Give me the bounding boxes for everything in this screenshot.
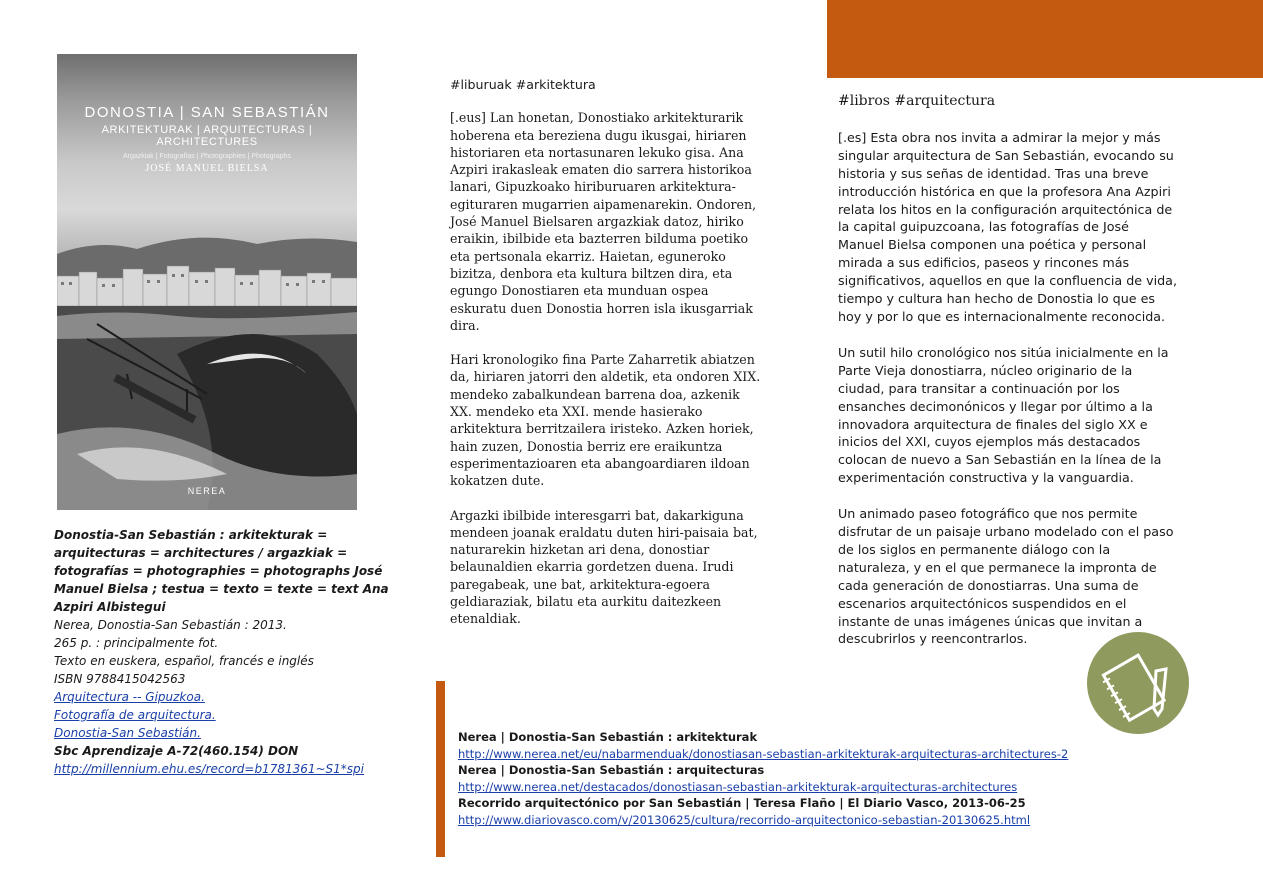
cover-author: JOSÉ MANUEL BIELSA — [145, 163, 269, 174]
text-line: Parte Vieja donostiarra, núcleo originario de la — [838, 362, 1133, 378]
bibliographic-record — [54, 526, 409, 778]
source-link[interactable]: http://www.nerea.net/eu/nabarmenduak/donostiasan-sebastian-arkitekturak-arquitecturas-architectures-2 — [458, 746, 1069, 761]
record-title-line: fotografías = photographies = photographs José — [54, 564, 383, 578]
text-line: hain zuzen, Donostia berriz ere eraikuntza — [450, 438, 723, 454]
call-number: Sbc Aprendizaje A-72(460.154) DON — [54, 744, 299, 758]
cover-photo-credit: Argazkiak | Fotografías | Photographies | Photographs — [122, 153, 292, 160]
text-line: [.es] Esta obra nos invita a admirar la mejor y más — [838, 129, 1161, 145]
record-info-line: Nerea, Donostia-San Sebastián : 2013. — [54, 618, 287, 632]
text-line: dira. — [450, 317, 480, 333]
record-info-line: ISBN 9788415042563 — [54, 672, 186, 686]
text-line: da, hiriaren jatorri den aldetik, eta ondoren XIX. — [450, 369, 761, 385]
text-line: Argazki ibilbide interesgarri bat, dakarkiguna — [450, 507, 744, 523]
spanish-paragraph — [838, 505, 1238, 648]
text-line: XX. mendeko eta XXI. mende hasierako — [450, 404, 703, 420]
accent-side-bar — [436, 681, 445, 857]
text-line: etenaldiak. — [450, 611, 521, 627]
text-line: historia y sus señas de identidad. Tras una breve — [838, 165, 1149, 181]
text-line: experimentación constructiva y la vanguardia. — [838, 470, 1134, 486]
text-line: hoy y por lo que es internacionalmente reconocida. — [838, 308, 1166, 324]
text-line: kokatzen dute. — [450, 473, 545, 489]
cover-photo-illustration — [57, 54, 357, 510]
text-line: eta pertsonala ekarriz. Haietan, eguneroko — [450, 248, 726, 264]
source-title: Recorrido arquitectónico por San Sebastián | Teresa Flaño | El Diario Vasco, 2013-06-25 — [458, 796, 1026, 810]
text-line: [.eus] Lan honetan, Donostiako arkitekturarik — [450, 110, 744, 126]
catalog-link[interactable]: http://millennium.ehu.es/record=b1781361~S1*spi — [54, 762, 365, 776]
source-link[interactable]: http://www.diariovasco.com/v/20130625/cultura/recorrido-arquitectonico-sebastian-20130625.html — [458, 812, 1031, 827]
spanish-paragraph — [838, 129, 1238, 326]
text-line: cada generación de donostiarras. Una suma de — [838, 577, 1139, 593]
text-line: egituraren mugarrien aipamenarekin. Ondoren, — [450, 196, 757, 212]
text-line: José Manuel Bielsaren argazkiak datoz, hiriko — [450, 214, 744, 230]
text-line: innovadora arquitectura de finales del siglo XX e — [838, 416, 1148, 432]
text-line: singular arquitectura de San Sebastián, evocando su — [838, 147, 1174, 163]
record-title-line: Manuel Bielsa ; testua = texto = texte = text Ana — [54, 582, 389, 596]
cover-subtitle: ARKITEKTURAK | ARQUITECTURAS | ARCHITECTURES — [101, 124, 313, 148]
cover-title: DONOSTIA | SAN SEBASTIÁN — [84, 104, 330, 121]
accent-header-block — [827, 0, 1263, 78]
text-line: descubrirlos y reencontrarlos. — [838, 631, 1028, 647]
basque-paragraph — [450, 351, 830, 489]
basque-hashtags: #liburuak #arkitektura — [450, 77, 596, 92]
book-cover — [57, 54, 357, 510]
text-line: arkitektura berritzailera iristeko. Azken horiek, — [450, 421, 754, 437]
subject-link[interactable]: Donostia-San Sebastián. — [54, 726, 201, 740]
spanish-description — [838, 93, 1238, 666]
text-line: Manuel Bielsa componen una poética y personal — [838, 237, 1147, 253]
source-link[interactable]: http://www.nerea.net/destacados/donostiasan-sebastian-arkitekturak-arquitecturas-architectures — [458, 779, 1018, 794]
record-info-line: 265 p. : principalmente fot. — [54, 636, 219, 650]
text-line: naturaleza, y en el que permanece la impronta de — [838, 559, 1157, 575]
text-line: de los siglos en permanente diálogo con la — [838, 541, 1111, 557]
text-line: colocan de nuevo a San Sebastián en la línea de la — [838, 452, 1162, 468]
basque-paragraph — [450, 109, 830, 334]
text-line: mendeko zabalkundean barrena doa, azkenik — [450, 386, 740, 402]
text-line: belaunaldien ekarria gordetzen duena. Irudi — [450, 559, 734, 575]
record-info-line: Texto en euskera, español, francés e inglés — [54, 654, 314, 668]
text-line: lanari, Gipuzkoako hiriburuaren arkitektura- — [450, 179, 736, 195]
text-line: Hari kronologiko fina Parte Zaharretik abiatzen — [450, 352, 755, 368]
text-line: disfrutar de un paisaje urbano modelado con el paso — [838, 524, 1174, 540]
subject-link[interactable]: Fotografía de arquitectura. — [54, 708, 216, 722]
text-line: la capital guipuzcoana, las fotografías de José — [838, 219, 1129, 235]
text-line: introducción histórica en que la profesora Ana Azpiri — [838, 183, 1171, 199]
text-line: escenarios arquitectónicos suspendidos en el — [838, 595, 1127, 611]
text-line: bizitza, denbora eta kultura biltzen dira, eta — [450, 265, 733, 281]
record-title-line: Donostia-San Sebastián : arkitekturak = — [54, 528, 328, 542]
text-line: instante de unas imágenes únicas que invitan a — [838, 613, 1143, 629]
basque-paragraph — [450, 507, 830, 628]
text-line: historiaren eta nortasunaren lekuko gisa. Ana — [450, 144, 744, 160]
text-line: mirada a sus edificios, paseos y rincones más — [838, 255, 1130, 271]
cover-publisher: NEREA — [187, 486, 227, 496]
text-line: Un animado paseo fotográfico que nos permite — [838, 506, 1138, 522]
record-title-line: arquitecturas = architectures / argazkiak = — [54, 546, 348, 560]
text-line: eskuratu duen Donostia horren isla ikusgarriak — [450, 300, 753, 316]
spanish-paragraph — [838, 344, 1238, 487]
text-line: esperimentazioaren eta abangoardiaren ildoan — [450, 455, 750, 471]
sources-list — [458, 729, 1218, 828]
source-title: Nerea | Donostia-San Sebastián : arkitekturak — [458, 730, 758, 744]
text-line: ciudad, para transitar a continuación por los — [838, 380, 1120, 396]
text-line: ensanches decimonónicos y llegar por último a la — [838, 398, 1153, 414]
text-line: paregabeak, une bat, arkitektura-egoera — [450, 576, 710, 592]
text-line: egungo Donostiaren eta munduan ospea — [450, 283, 709, 299]
text-line: hoberena eta bereziena dugu ikusgai, hiriaren — [450, 127, 747, 143]
text-line: significativos, aquellos en que la confluencia de vida, — [838, 273, 1177, 289]
text-line: tiempo y cultura han hecho de Donostia lo que es — [838, 291, 1156, 307]
text-line: Azpiri irakasleak ematen dio sarrera historikoa — [450, 162, 752, 178]
text-line: eraikin, ibilbide eta bazterren bilduma poetiko — [450, 231, 749, 247]
notebook-pen-icon — [1086, 631, 1190, 735]
text-line: geldiaraziak, bilatu eta aurkitu daitezkeen — [450, 594, 722, 610]
text-line: relata los hitos en la configuración arquitectónica de — [838, 201, 1173, 217]
text-line: mendeen joanak eraldatu duten hiri-paisaia bat, — [450, 524, 758, 540]
text-line: inicios del XXI, cuyos ejemplos más destacados — [838, 434, 1141, 450]
source-title: Nerea | Donostia-San Sebastián : arquitecturas — [458, 763, 765, 777]
record-title-line: Azpiri Albistegui — [54, 600, 166, 614]
spanish-hashtags: #libros #arquitectura — [838, 93, 996, 109]
text-line: Un sutil hilo cronológico nos sitúa inicialmente en la — [838, 344, 1169, 360]
subject-link[interactable]: Arquitectura -- Gipuzkoa. — [54, 690, 205, 704]
basque-description — [450, 76, 830, 645]
text-line: naturarekin hizketan ari dena, donostiar — [450, 542, 710, 558]
